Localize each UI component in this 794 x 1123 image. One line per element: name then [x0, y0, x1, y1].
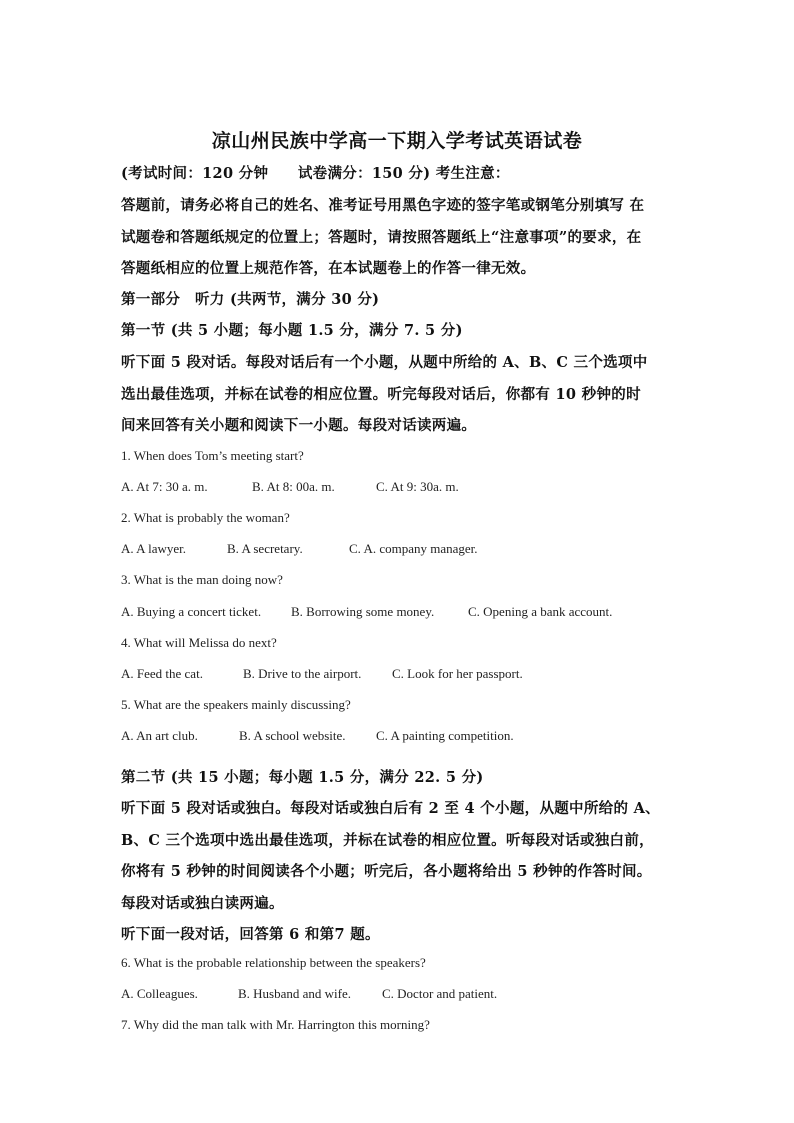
option-b: B. A school website.	[239, 728, 346, 743]
option-b: B. Husband and wife.	[238, 986, 352, 1001]
option-a: A. Feed the cat.	[121, 666, 203, 681]
option-c: C. Doctor and patient.	[382, 986, 498, 1001]
question-6-options	[121, 986, 497, 1002]
section1-heading	[121, 315, 691, 347]
option-a: A. At 7: 30 a. m.	[121, 479, 208, 494]
section2-heading-text: 第二节 (共 15 小题；每小题 1.5 分，满分 22. 5 分)	[121, 769, 484, 786]
option-a: A. A lawyer.	[121, 541, 186, 556]
option-c: C. Opening a bank account.	[468, 604, 613, 619]
section1-direction-line-2: 选出最佳选项，并标在试卷的相应位置。听完每段对话后，你都有 10 秒钟的时	[121, 385, 641, 403]
instruction-line-2: 试题卷和答题纸规定的位置上；答题时，请按照答题纸上“注意事项”的要求，在	[121, 228, 642, 246]
page-title: 凉山州民族中学高一下期入学考试英语试卷	[211, 130, 583, 152]
instruction-line-3: 答题纸相应的位置上规范作答，在本试题卷上的作答一律无效。	[121, 260, 536, 277]
exam-info	[121, 158, 691, 190]
section2-sub-heading: 听下面一段对话，回答第 6 和第7 题。	[121, 926, 380, 943]
option-a: A. Colleagues.	[121, 986, 198, 1001]
option-b: B. Borrowing some money.	[291, 604, 435, 619]
exam-info-line: (考试时间：120 分钟 试卷满分：150 分) 考生注意：	[121, 165, 510, 182]
option-a: A. An art club.	[121, 728, 198, 743]
section2-direction-line-1: 听下面 5 段对话或独白。每段对话或独白后有 2 至 4 个小题，从题中所给的 A、	[121, 800, 660, 817]
question-1: 1. When does Tom’s meeting start?	[121, 448, 304, 463]
option-b: B. At 8: 00a. m.	[252, 479, 335, 494]
section2-directions	[121, 793, 691, 951]
part1-heading	[121, 284, 691, 316]
section1-direction-line-1: 听下面 5 段对话。每段对话后有一个小题，从题中所给的 A、B、C 三个选项中	[121, 354, 648, 371]
section1-directions	[121, 347, 691, 442]
option-b: B. A secretary.	[227, 541, 303, 556]
option-a: A. Buying a concert ticket.	[121, 604, 262, 619]
option-c: C. Look for her passport.	[392, 666, 523, 681]
question-1-options	[121, 479, 459, 495]
section2-direction-line-2: B、C 三个选项中选出最佳选项，并标在试卷的相应位置。听每段对话或独白前，	[121, 831, 654, 849]
question-4: 4. What will Melissa do next?	[121, 635, 277, 650]
option-c: C. A. company manager.	[349, 541, 478, 556]
section2-direction-line-3: 你将有 5 秒钟的时间阅读各个小题；听完后，各小题将给出 5 秒钟的作答时间。	[121, 863, 652, 880]
option-c: C. At 9: 30a. m.	[376, 479, 459, 494]
option-b: B. Drive to the airport.	[243, 666, 362, 681]
option-c: C. A painting competition.	[376, 728, 514, 743]
part1-heading-text: 第一部分 听力 (共两节，满分 30 分)	[121, 291, 380, 308]
section2-heading	[121, 762, 691, 794]
question-2-options	[121, 541, 478, 557]
question-3: 3. What is the man doing now?	[121, 572, 283, 587]
section1-direction-line-3: 间来回答有关小题和阅读下一小题。每段对话读两遍。	[121, 417, 477, 434]
instructions	[121, 190, 691, 285]
section1-heading-text: 第一节 (共 5 小题；每小题 1.5 分，满分 7. 5 分)	[121, 322, 463, 339]
section2-direction-line-4: 每段对话或独白读两遍。	[121, 894, 284, 912]
question-7: 7. Why did the man talk with Mr. Harrington this morning?	[121, 1017, 430, 1032]
question-3-options	[121, 604, 612, 620]
question-5: 5. What are the speakers mainly discussing?	[121, 697, 351, 712]
instruction-line-1: 答题前，请务必将自己的姓名、准考证号用黑色字迹的签字笔或钢笔分别填写 在	[121, 197, 645, 214]
question-5-options	[121, 728, 514, 744]
question-2: 2. What is probably the woman?	[121, 510, 290, 525]
question-6: 6. What is the probable relationship between the speakers?	[121, 955, 426, 970]
question-4-options	[121, 666, 523, 682]
